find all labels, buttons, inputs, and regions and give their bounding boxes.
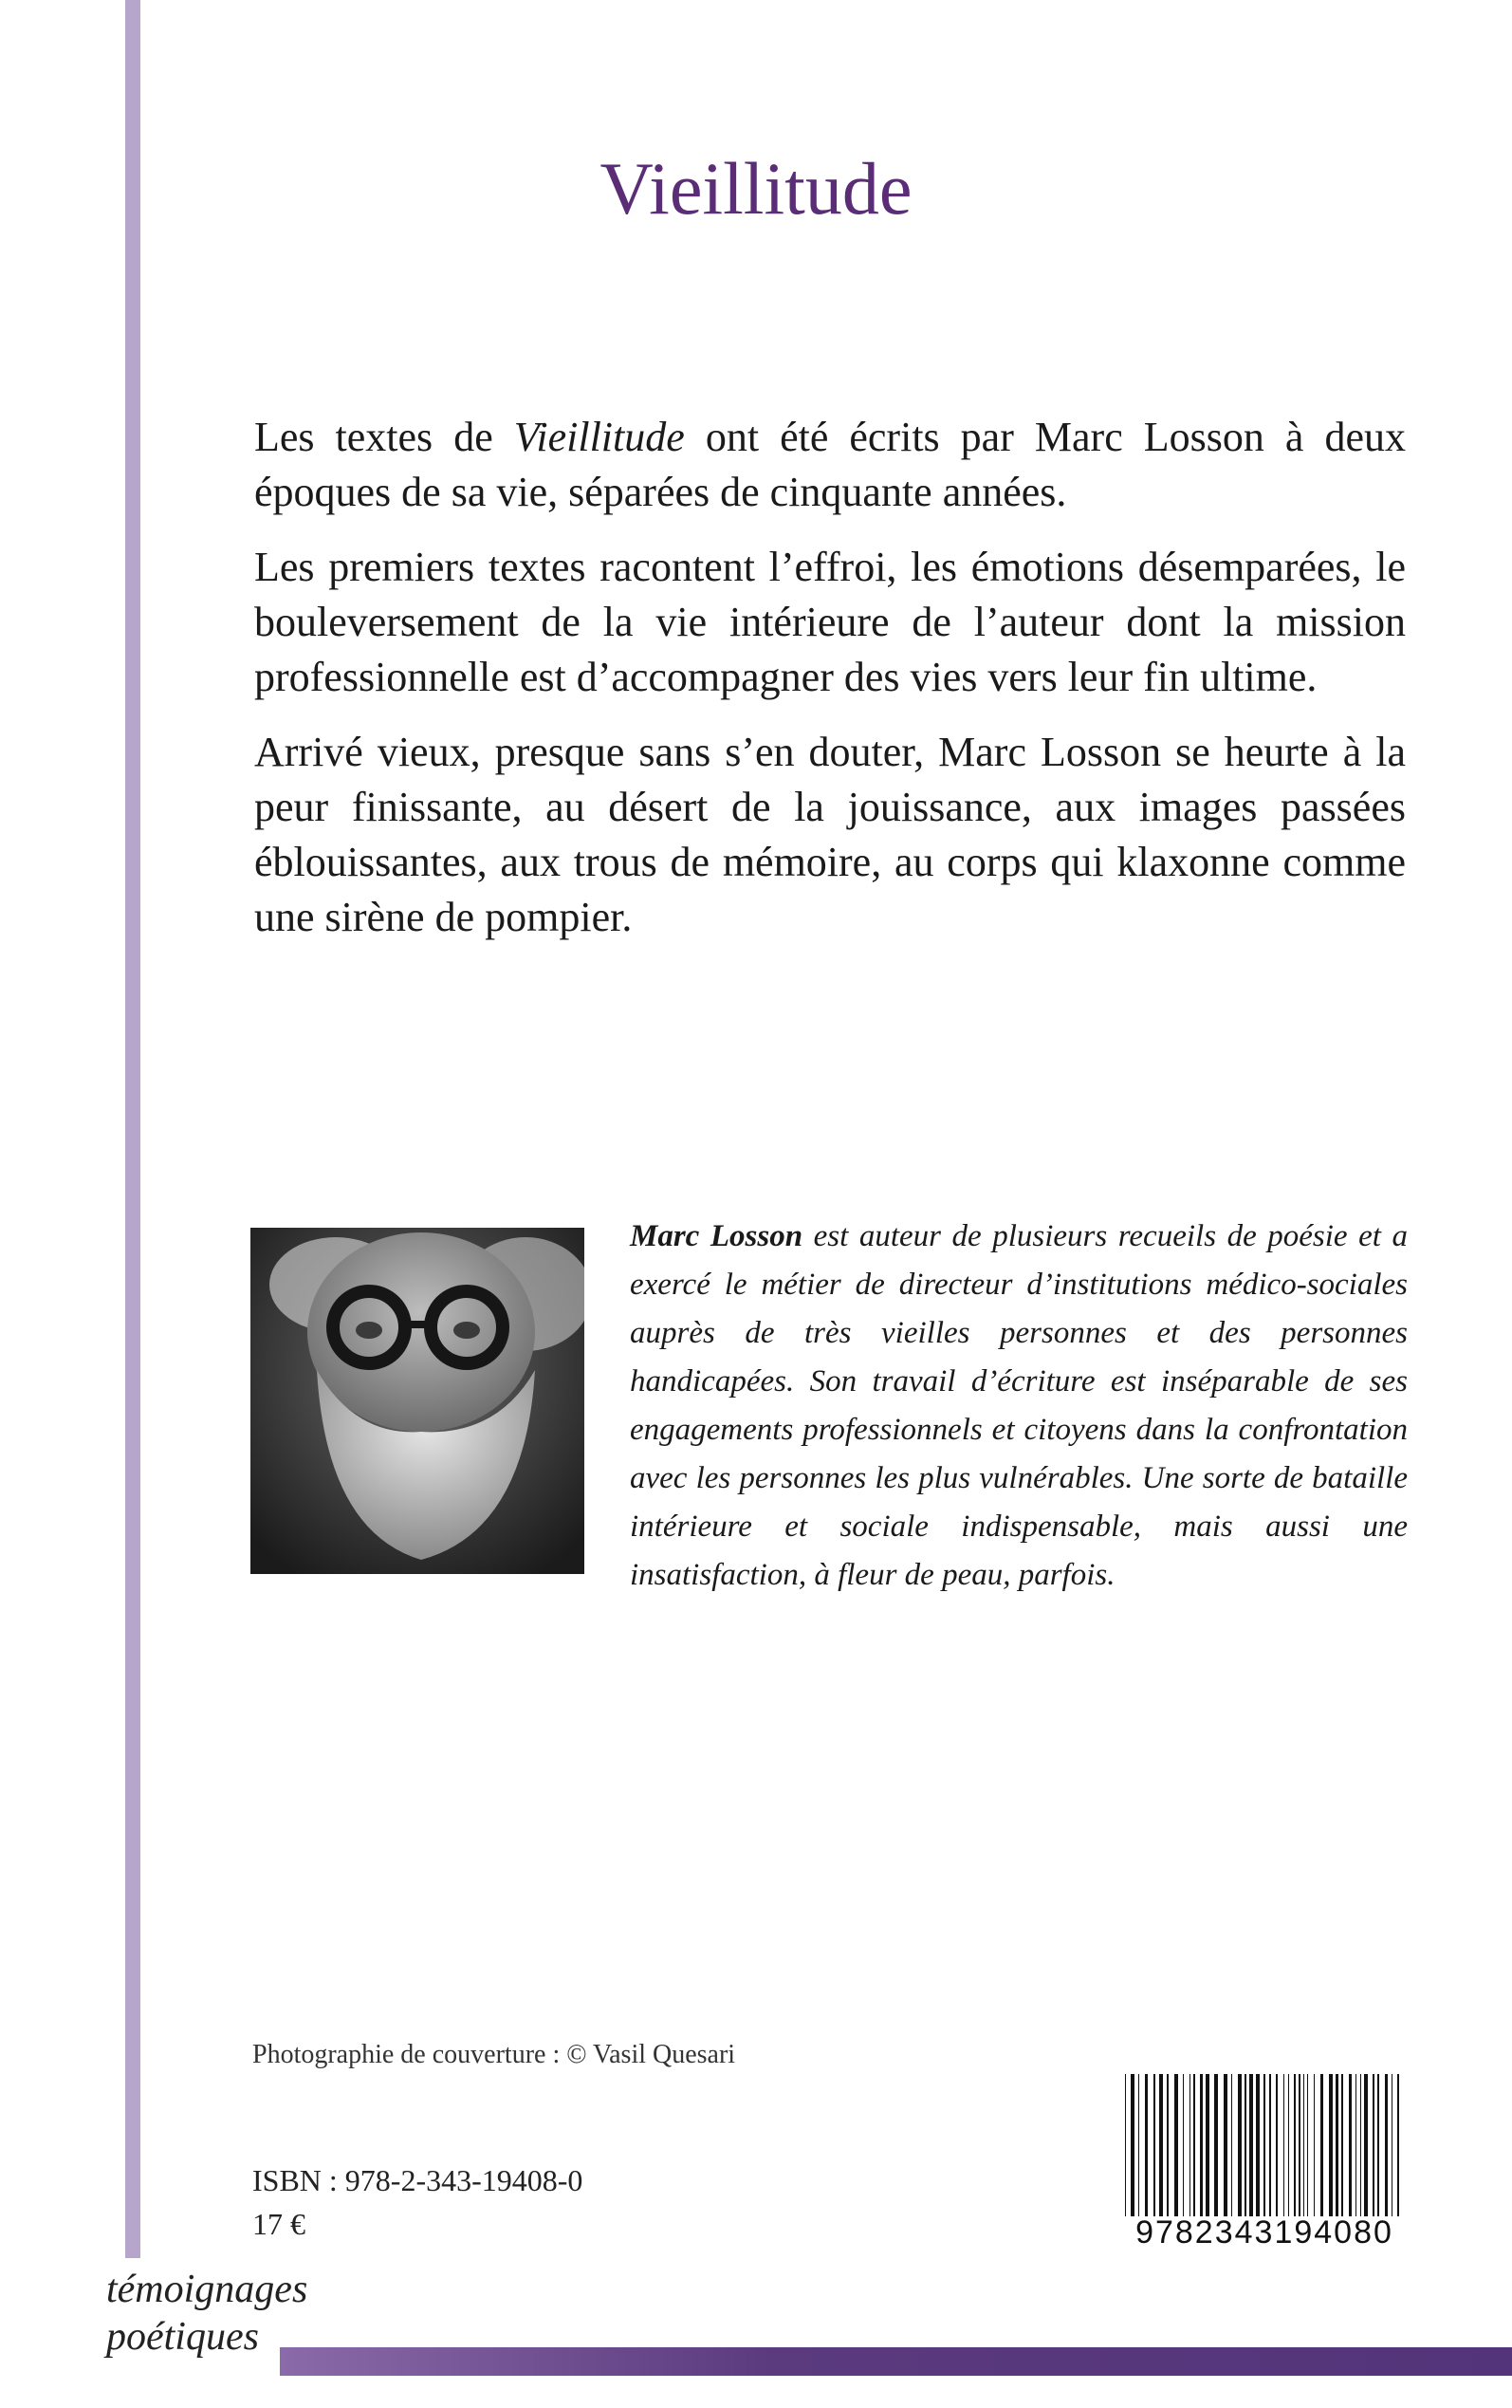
barcode-bar bbox=[1314, 2074, 1315, 2216]
price: 17 € bbox=[252, 2207, 305, 2241]
barcode-bar bbox=[1206, 2074, 1209, 2216]
blurb-paragraph-2: Les premiers textes racontent l’effroi, les émotions désemparées, le bouleversement de la vie intérieure de l’auteur dont la mission professionnelle est d’accompagner des vies vers leur fin ultime. bbox=[254, 544, 1406, 700]
back-cover-blurb bbox=[254, 410, 1406, 965]
barcode-bar bbox=[1131, 2074, 1134, 2216]
barcode-bar bbox=[1288, 2074, 1289, 2216]
barcode-bar bbox=[1193, 2074, 1195, 2216]
barcode-bar bbox=[1355, 2074, 1356, 2216]
isbn: ISBN : 978-2-343-19408-0 bbox=[252, 2163, 583, 2197]
barcode-bar bbox=[1364, 2074, 1368, 2216]
barcode-bar bbox=[1214, 2074, 1218, 2216]
barcode-bar bbox=[1174, 2074, 1178, 2216]
blurb-paragraph-3: Arrivé vieux, presque sans s’en douter, Marc Losson se heurte à la peur finissante, au désert de la jouissance, aux images passées éblouissantes, aux trous de mémoire, au corps qui klaxonne comme une sirène de pompier. bbox=[254, 729, 1406, 940]
barcode-bar bbox=[1189, 2074, 1190, 2216]
author-name: Marc Losson bbox=[630, 1219, 803, 1253]
barcode-bar bbox=[1307, 2074, 1308, 2216]
barcode-bar bbox=[1167, 2074, 1169, 2216]
author-bio-text: est auteur de plusieurs recueils de poésie et a exercé le métier de directeur d’institutions médico-sociales auprès de très vieilles personnes et des personnes handicapées. Son travail d’écriture est inséparable de ses engagements professionnels et citoyens dans la confrontation avec les personnes les plus vulnérables. Une sorte de bataille intérieure et sociale indispensable, mais aussi une insatisfaction, à fleur de peau, parfois. bbox=[630, 1219, 1408, 1592]
barcode-bar bbox=[1336, 2074, 1338, 2216]
barcode-bar bbox=[1145, 2074, 1148, 2216]
collection-line-2: poétiques bbox=[106, 2315, 259, 2359]
barcode-bar bbox=[1245, 2074, 1246, 2216]
barcode-bar bbox=[1276, 2074, 1278, 2216]
photo-credit: Photographie de couverture : © Vasil Quesari bbox=[252, 2040, 736, 2069]
barcode-bar bbox=[1183, 2074, 1184, 2216]
barcode-bar bbox=[1377, 2074, 1379, 2216]
barcode-bar bbox=[1159, 2074, 1163, 2216]
barcode-bar bbox=[1200, 2074, 1203, 2216]
barcode-bar bbox=[1303, 2074, 1304, 2216]
barcode-bar bbox=[1153, 2074, 1155, 2216]
barcode-bar bbox=[1224, 2074, 1227, 2216]
left-accent-bar bbox=[125, 0, 140, 2258]
barcode-digits: 9782343194080 bbox=[1135, 2214, 1393, 2251]
barcode-bar bbox=[1125, 2074, 1126, 2216]
barcode-bar bbox=[1360, 2074, 1361, 2216]
barcode bbox=[1121, 2074, 1408, 2216]
barcode-bar bbox=[1294, 2074, 1296, 2216]
author-bio bbox=[630, 1213, 1408, 1600]
barcode-bar bbox=[1283, 2074, 1284, 2216]
barcode-bar bbox=[1341, 2074, 1343, 2216]
author-photo bbox=[250, 1228, 584, 1574]
barcode-bar bbox=[1329, 2074, 1333, 2216]
barcode-bar bbox=[1299, 2074, 1300, 2216]
barcode-bar bbox=[1256, 2074, 1260, 2216]
barcode-bar bbox=[1385, 2074, 1388, 2216]
barcode-bar bbox=[1349, 2074, 1352, 2216]
barcode-bar bbox=[1238, 2074, 1242, 2216]
collection-line-1: témoignages bbox=[106, 2268, 308, 2311]
barcode-bar bbox=[1263, 2074, 1265, 2216]
blurb-paragraph-1: Les textes de Vieillitude ont été écrits par Marc Losson à deux époques de sa vie, séparées de cinquante années. bbox=[254, 414, 1406, 515]
barcode-bar bbox=[1249, 2074, 1253, 2216]
barcode-bar bbox=[1373, 2074, 1374, 2216]
book-title: Vieillitude bbox=[599, 147, 913, 230]
barcode-bar bbox=[1320, 2074, 1323, 2216]
barcode-bar bbox=[1138, 2074, 1139, 2216]
barcode-bar bbox=[1269, 2074, 1271, 2216]
barcode-bar bbox=[1231, 2074, 1232, 2216]
collection-logo bbox=[106, 2266, 307, 2361]
bottom-accent-bar bbox=[280, 2347, 1512, 2376]
barcode-bar bbox=[1397, 2074, 1399, 2216]
blurb-title-emphasis: Vieillitude bbox=[513, 414, 685, 460]
